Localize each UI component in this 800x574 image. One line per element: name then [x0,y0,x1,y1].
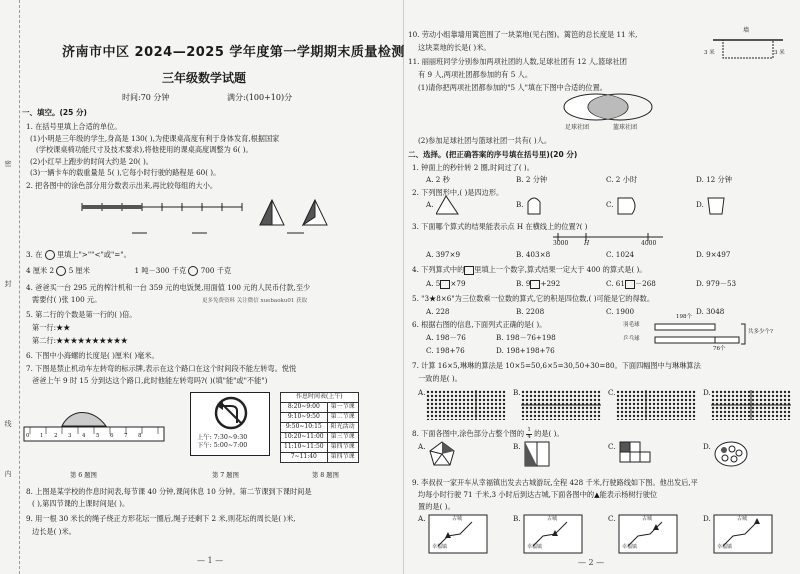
caption-7: 第 7 题图 [212,472,239,479]
question-1-1b: (学校课桌椅功能尺寸及技术要求),将他使用的课桌高度调整为 6( )。 [36,145,253,154]
sign-time-pm: 下午: 5:00~7:00 [197,442,248,450]
schedule-time: 10:20~11:00 [281,433,328,443]
side-label-left: 3 米 [704,50,715,56]
option[interactable]: B. 198－76+198 [496,333,556,342]
option[interactable]: A. [418,442,426,451]
map-end-label: 古城 [547,516,558,522]
option[interactable]: A. 397×9 [426,250,461,259]
ruler-number: 6 [110,433,124,439]
option-part: ×79 [450,279,466,288]
choice-9b: 均每小时行驶 71 千米,3 小时后到达古城,下面各图中的▲能表示杨树行驶位 [418,490,658,499]
ruler-figure [22,405,172,455]
choice-2: 2. 下列图形中,( )是四边形。 [412,188,504,197]
choice-9: 9. 李叔叔一家开车从幸福镇出发去古城游玩,全程 428 千米,行驶路线如下图。他出发后,平 [412,478,698,487]
wall-label: 墙 [743,27,750,34]
venn-diagram [558,92,658,124]
option[interactable]: D. [703,442,711,451]
grid-figure [618,440,652,468]
circles-figure [713,440,749,468]
digit-box [464,266,474,275]
option[interactable]: D. 9×497 [696,250,731,259]
compare-right-2: 700 千克 [200,266,232,275]
curved-shape [616,194,646,218]
triangle-shape [436,194,466,218]
binding-strip [0,0,20,574]
option-part: A. 5 [426,279,441,288]
axis-label-3000: 3000 [553,240,569,247]
watermark: 更多免费资料 关注微信 xuebaoku01 获取 [202,298,308,304]
option[interactable]: D. 979－53 [696,279,737,288]
schedule-item: 第三节课 [327,433,358,443]
question-1: 1. 在括号里填上合适的单位。 [26,122,122,131]
question-3-stem-b: 里填上">""<"或"="。 [56,250,131,259]
map-end-label: 古城 [452,516,463,522]
choice-7b: 一致的是( )。 [418,374,462,383]
bar-label-badminton: 羽毛球 [623,322,640,328]
ruler-number: 0 [26,433,40,439]
exam-title: 济南市中区 2024—2025 学年度第一学期期末质量检测 [62,45,405,60]
choice-9c: 置的是( )。 [418,502,455,511]
option[interactable]: A. [418,388,426,397]
no-left-turn-icon [191,393,271,431]
dot-array-d [711,390,791,420]
question-11-1: (1)请你把两项社团都参加的"5 人"填在下图中合适的位置。 [418,83,607,92]
option[interactable]: C. 198+76 [426,346,465,355]
dot-array-a [426,390,506,420]
ruler-number: 7 [124,433,138,439]
option[interactable]: B. 403×8 [516,250,551,259]
map-start-label: 幸福镇 [432,544,448,550]
question-8: 8. 上图是某学校的作息时间表,每节课 40 分钟,课间休息 10 分钟。第二节课到下课时间是 [26,487,312,496]
option[interactable]: D. 198+198+76 [496,346,555,355]
schedule-time: 9:50~10:15 [281,423,328,433]
option[interactable]: A. 198－76 [426,333,466,342]
side-label-right: 3 米 [774,50,785,56]
exam-score: 满分:(100+10)分 [227,93,293,102]
triangle-figure-1 [260,200,284,225]
ruler-number: 8 [138,433,152,439]
choice-4-stem: 4. 下列算式中的 [412,265,465,274]
option[interactable]: B. [513,388,521,397]
option[interactable]: A. [418,514,426,523]
question-11-2: (2)参加足球社团与篮球社团一共有( )人。 [418,136,552,145]
square-figure [523,440,553,468]
section-choice: 二、选择。(把正确答案的序号填在括号里)(20 分) [408,150,578,159]
choice-3: 3. 下面哪个算式的结果能表示点 H 在横线上的位置?( ) [412,222,588,231]
schedule-time: 11:10~11:50 [281,443,328,453]
line-diagram [653,322,748,346]
schedule-time: 7~11:40 [281,453,328,463]
option[interactable]: B. 2 分钟 [516,175,548,184]
question-1-2: (2)小红早上跑步的时间大约是 20( )。 [30,157,153,166]
option[interactable]: A. [426,200,434,209]
axis-label-h: H [584,240,590,247]
question-7b: 爸爸上午 9 时 15 分到达这个路口,此时他能左转弯吗?( )(填"能"或"不能") [32,376,268,385]
dot-array-b [521,390,601,420]
option[interactable]: D. 3048 [696,307,725,316]
question-5: 5. 第二行的个数是第一行的( )倍。 [26,310,137,319]
schedule-item: 第二节课 [327,413,358,423]
question-8b: ( ),第四节课的上课时间是( )。 [32,499,130,508]
exam-time: 时间:70 分钟 [122,93,170,102]
venn-label-basketball: 篮球社团 [613,124,638,131]
choice-4-stem-b: 里填上一个数字,算式结果一定大于 400 的算式是( )。 [474,265,647,274]
digit-box [625,280,635,289]
arch-shape [526,194,556,218]
star-row-1: 第一行:★★ [32,323,71,332]
caption-8: 第 8 题图 [312,472,339,479]
option[interactable] [516,279,606,289]
option[interactable]: A. 228 [426,307,450,316]
option-part: +292 [540,279,561,288]
digit-box [530,280,540,289]
choice-6-options [426,333,556,343]
dot-array-c [616,390,696,420]
question-6: 6. 下图中小海螺的长度是( )厘米( )毫米。 [26,351,159,360]
question-3-stem: 3. 在 [26,250,43,259]
choice-9-maps [418,514,798,554]
pentagon-figure [428,440,458,468]
page-number: — 1 — [197,556,224,565]
question-4b: 需要付( )张 100 元。 [32,295,102,304]
question-11: 11. 丽丽班同学分别参加两项社团的人数,足球社团有 12 人,篮球社团 [408,57,627,66]
shell-shape [62,412,106,426]
option-part: B. 9 [516,279,531,288]
option[interactable]: C. [608,388,616,397]
option[interactable] [426,279,516,289]
bar-label-pingpong: 乒乓球 [623,336,640,342]
bar-count-198: 198个 [676,314,692,320]
choice-8 [412,428,564,440]
ruler-number: 1 [40,433,54,439]
question-3-items [26,266,231,276]
schedule-title: 作息时间表(上午) [281,393,359,403]
question-10b: 这块菜地的长是( )米。 [418,43,491,52]
choice-8-stem: 8. 下面各图中,涂色部分占整个图的 [412,429,525,438]
star-row-2: 第二行:★★★★★★★★★★ [32,336,128,345]
binding-mark: 密 [4,160,12,167]
compare-left-1: 4 厘米 2 [26,266,55,275]
question-9: 9. 用一根 30 米长的绳子绕正方形花坛一圈后,绳子还剩下 2 米,则花坛的周长是( )米, [26,514,296,523]
ruler-number: 3 [68,433,82,439]
choice-1: 1. 钟面上的秒针转 2 圈,时间过了( )。 [412,163,534,172]
schedule-item: 第四节课 [327,443,358,453]
exam-subtitle: 三年级数学试题 [162,71,247,85]
option[interactable]: C. [608,442,616,451]
question-4: 4. 爸爸买一台 295 元的榨汁机和一台 359 元的电饭煲,用面值 100 元的人民币付款,至少 [26,283,311,292]
question-10: 10. 劳动小组靠墙用篱笆围了一块菜地(见右图)。篱笆的总长度是 11 米, [408,30,638,39]
compare-circle[interactable] [45,250,55,260]
page-number: — 2 — [578,558,605,567]
option[interactable]: C. 1900 [606,307,635,316]
option[interactable]: A. 2 秒 [426,175,450,184]
ruler-number: 4 [82,433,96,439]
choice-4-options [426,279,786,289]
binding-mark: 封 [4,280,12,287]
choice-6: 6. 根据右图的信息,下面列式正确的是( )。 [412,320,547,329]
option[interactable]: B. [513,442,521,451]
choice-3-options [426,250,786,260]
bar-question: 共多少个? [748,329,773,335]
compare-circle[interactable] [188,266,198,276]
option[interactable]: D. [703,388,711,397]
option-part: －268 [634,279,656,288]
option[interactable]: B. [516,200,524,209]
left-page [22,0,405,574]
sign-time-am: 上午: 7:30~9:30 [197,433,248,441]
question-1-1: (1)小明是三年级的学生,身高是 130( ),为使课桌高度有利于身体发育,根据国家 [30,134,280,143]
option[interactable]: C. 2 小时 [606,175,638,184]
binding-mark: 内 [4,470,12,477]
option-part: C. 61 [606,279,625,288]
option[interactable]: D. [696,200,704,209]
section-fill: 一、填空。(25 分) [22,108,87,117]
binding-mark: 线 [4,420,12,427]
map-end-label: 古城 [737,516,748,522]
choice-5: 5. "3★8×6"为三位数乘一位数的算式,它的积是四位数,( )可能是它的得数。 [412,294,655,303]
question-11b: 有 9 人,两项社团都参加的有 5 人。 [418,70,533,79]
venn-label-football: 足球社团 [565,124,590,131]
fraction-one-quarter [526,428,532,440]
bar-count-76: 76个 [713,346,726,352]
choice-4 [412,265,647,275]
compare-left-2: 1 吨－300 千克 [134,266,187,275]
caption-6: 第 6 题图 [70,472,97,479]
option[interactable]: C. [606,200,614,209]
question-9b: 边长是( )米。 [32,527,76,536]
ruler-number: 2 [54,433,68,439]
map-start-label: 幸福镇 [527,544,543,550]
compare-right-1: 5 厘米 [68,266,90,275]
traffic-sign-board [190,392,270,456]
option[interactable]: C. [608,514,616,523]
choice-7: 7. 计算 16×5,琳琳的算法是 10×5=50,6×5=30,50+30=80。下面四幅图中与琳琳算法 [412,361,701,370]
map-start-label: 幸福镇 [717,544,733,550]
quadrilateral-shape [706,194,736,218]
choice-2-options [426,200,786,220]
schedule-item: 第一节课 [327,403,358,413]
fraction-denominator: 4 [527,433,531,440]
right-page [408,0,796,574]
question-2: 2. 把各图中的涂色部分用分数表示出来,再比较每组的大小。 [26,181,218,190]
option[interactable]: B. [513,514,521,523]
question-1-3: (3)一辆卡车的载重量是 5( ),它每小时行驶的路程是 60( )。 [30,168,221,177]
compare-circle[interactable] [56,266,66,276]
fraction-figures [72,195,372,245]
schedule-time: 8:20~9:00 [281,403,328,413]
digit-box [440,280,450,289]
choice-1-options [426,175,786,185]
schedule-table [280,392,359,463]
option[interactable]: B. 2208 [516,307,545,316]
axis-label-4000: 4000 [641,240,657,247]
choice-5-options [426,307,786,317]
option[interactable]: C. 1024 [606,250,635,259]
fraction-numerator: 1 [527,427,531,433]
choice-6-options-2 [426,346,555,356]
option[interactable]: D. 12 分钟 [696,175,732,184]
schedule-time: 9:10~9:50 [281,413,328,423]
schedule-item: 第四节课 [327,453,358,463]
choice-8-stem-b: 的是( )。 [534,429,564,438]
schedule-item: 阳光活动 [327,423,358,433]
question-7: 7. 下图是禁止机动车左转弯的标示牌,表示在这个路口在这个时间段不能左转弯。悦悦 [26,364,297,373]
choice-8-figures [418,442,798,472]
map-start-label: 幸福镇 [622,544,638,550]
ruler-numbers [26,433,152,440]
option[interactable]: D. [703,514,711,523]
page-divider [403,0,404,574]
triangle-figure-2 [303,200,327,225]
choice-7-figures [418,388,798,422]
segment-bar-1 [82,203,242,211]
question-3 [26,250,131,260]
map-end-label: 古城 [642,516,653,522]
option[interactable] [606,279,696,289]
ruler-number: 5 [96,433,110,439]
